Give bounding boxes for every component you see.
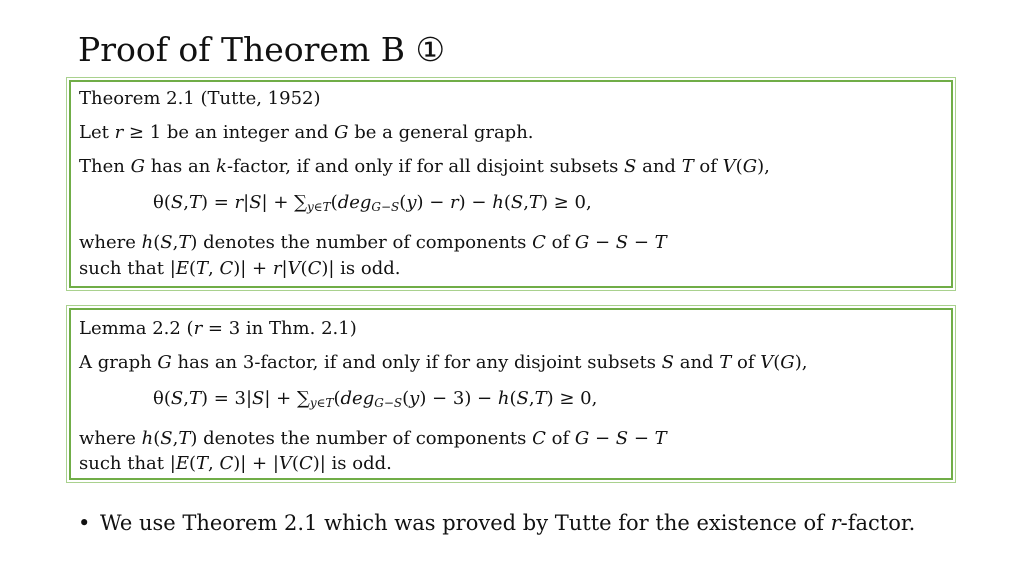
lemma-line-3: where h(S,T) denotes the number of components C of G − S − T xyxy=(79,428,667,449)
bullet-item xyxy=(78,508,915,538)
theorem-line-4: where h(S,T) denotes the number of components C of G − S − T xyxy=(79,232,667,253)
lemma-line-4: such that |E(T, C)| + |V(C)| is odd. xyxy=(79,453,392,474)
bullet-icon: • xyxy=(78,511,91,535)
theorem-formula: $\theta(S,T) = r|S| + \sum_{y\in T}(deg_{G-S}(y) - r) - h(S,T) \ge 0$, xyxy=(153,192,592,214)
slide-title: Proof of Theorem B ① xyxy=(78,30,446,69)
theorem-line-2: Then G has an k-factor, if and only if for all disjoint subsets S and T of V(G), xyxy=(79,156,770,177)
theorem-line-1: Let r ≥ 1 be an integer and G be a general graph. xyxy=(79,122,534,143)
theorem-heading: Theorem 2.1 (Tutte, 1952) xyxy=(79,88,321,109)
theorem-box xyxy=(69,80,953,288)
lemma-box xyxy=(69,308,953,480)
lemma-line-1: A graph G has an 3-factor, if and only if for any disjoint subsets S and T of V(G), xyxy=(79,352,808,373)
lemma-heading: Lemma 2.2 (r = 3 in Thm. 2.1) xyxy=(79,318,357,339)
theorem-line-5: such that |E(T, C)| + r|V(C)| is odd. xyxy=(79,258,401,279)
bullet-text: We use Theorem 2.1 which was proved by Tutte for the existence of r-factor. xyxy=(100,511,916,535)
lemma-formula: $\theta(S,T) = 3|S| + \sum_{y\in T}(deg_{G-S}(y) - 3) - h(S,T) \ge 0$, xyxy=(153,388,598,410)
